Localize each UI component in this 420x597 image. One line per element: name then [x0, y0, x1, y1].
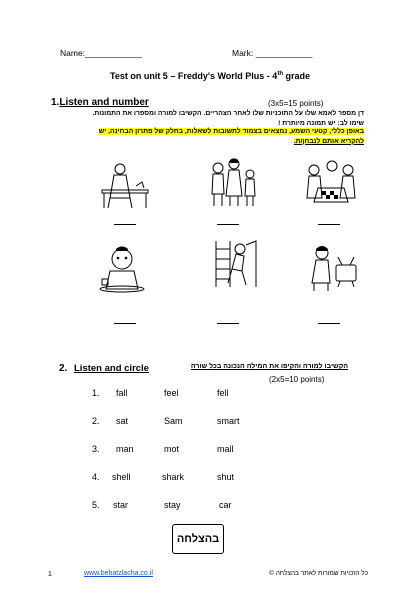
answer-blank-4[interactable]: [114, 323, 136, 324]
section1-heading: [51, 97, 149, 108]
word-option[interactable]: fall: [116, 388, 128, 398]
answer-blank-6[interactable]: [318, 323, 340, 324]
copyright-notice: כל הזכויות שמורות לאתר בהצלחה ©: [269, 570, 368, 577]
row-number: 2.: [92, 416, 100, 426]
word-option[interactable]: car: [219, 500, 232, 510]
word-option[interactable]: shell: [112, 472, 131, 482]
page-title: [0, 71, 420, 81]
row-number: 3.: [92, 444, 100, 454]
logo-text: בהצלחה: [176, 533, 220, 545]
mark-field-label: Mark: ____________: [232, 48, 313, 58]
section1-number: 1.: [51, 97, 60, 108]
note-highlight-1: באופן כללי, קטעי השמע, נמצאים בצמוד לתשובות לשאלות, בחלק של פתרון הבחינה, יש: [98, 128, 364, 135]
word-option[interactable]: feel: [164, 388, 179, 398]
word-option[interactable]: smart: [217, 416, 240, 426]
website-link[interactable]: www.behatzlacha.co.il: [84, 570, 153, 577]
instruction-line-2: שימו לב: יש תמונה מיותרת !: [278, 119, 364, 127]
word-option[interactable]: Sam: [164, 416, 183, 426]
word-option[interactable]: mot: [164, 444, 180, 454]
title-superscript: th: [277, 71, 283, 77]
answer-blank-1[interactable]: [114, 224, 136, 225]
people-playing-game-icon: [302, 158, 360, 208]
instruction-line-1: דן מספר לאמא שלו על התוכניות שלו לאחר הצהריים. הקשיבו למורה ומספרו את התמונות.: [92, 110, 364, 117]
page-number: 1: [48, 571, 52, 578]
section1-note: [44, 127, 364, 146]
boy-eating-icon: [94, 245, 152, 295]
boy-watching-tv-icon: [302, 243, 360, 293]
word-option[interactable]: sat: [116, 416, 129, 426]
section2-title: Listen and circle: [74, 363, 149, 374]
row-number: 1.: [92, 388, 100, 398]
note-highlight-2: להקריא אותם לנבחן/ת.: [293, 137, 364, 145]
answer-blank-2[interactable]: [217, 224, 239, 225]
word-option[interactable]: fell: [217, 388, 229, 398]
section1-points: (3x5=15 points): [268, 99, 324, 108]
section1-instructions: [44, 109, 364, 128]
word-option[interactable]: shut: [217, 472, 235, 482]
word-option[interactable]: star: [113, 500, 129, 510]
section1-title: Listen and number: [59, 97, 149, 108]
word-option[interactable]: stay: [164, 500, 181, 510]
row-number: 5.: [92, 500, 100, 510]
family-group-icon: [204, 158, 262, 208]
person-at-table-icon: [96, 160, 154, 210]
word-option[interactable]: shark: [162, 472, 185, 482]
person-climbing-icon: [202, 239, 260, 289]
title-main: Test on unit 5 – Freddy's World Plus - 4: [109, 71, 278, 81]
title-end: grade: [283, 71, 311, 81]
word-option[interactable]: mall: [217, 444, 234, 454]
behatzlacha-logo: [172, 524, 224, 554]
row-number: 4.: [92, 472, 100, 482]
section2-instructions: הקשיבו למורה והקיפו את המילה הנכונה בכל שורה: [190, 363, 348, 370]
word-option[interactable]: man: [116, 444, 134, 454]
section2-number: 2.: [59, 363, 68, 374]
section2-points: (2x5=10 points): [269, 375, 325, 384]
answer-blank-5[interactable]: [217, 323, 239, 324]
answer-blank-3[interactable]: [318, 224, 340, 225]
name-field-label: Name:____________: [60, 48, 142, 58]
